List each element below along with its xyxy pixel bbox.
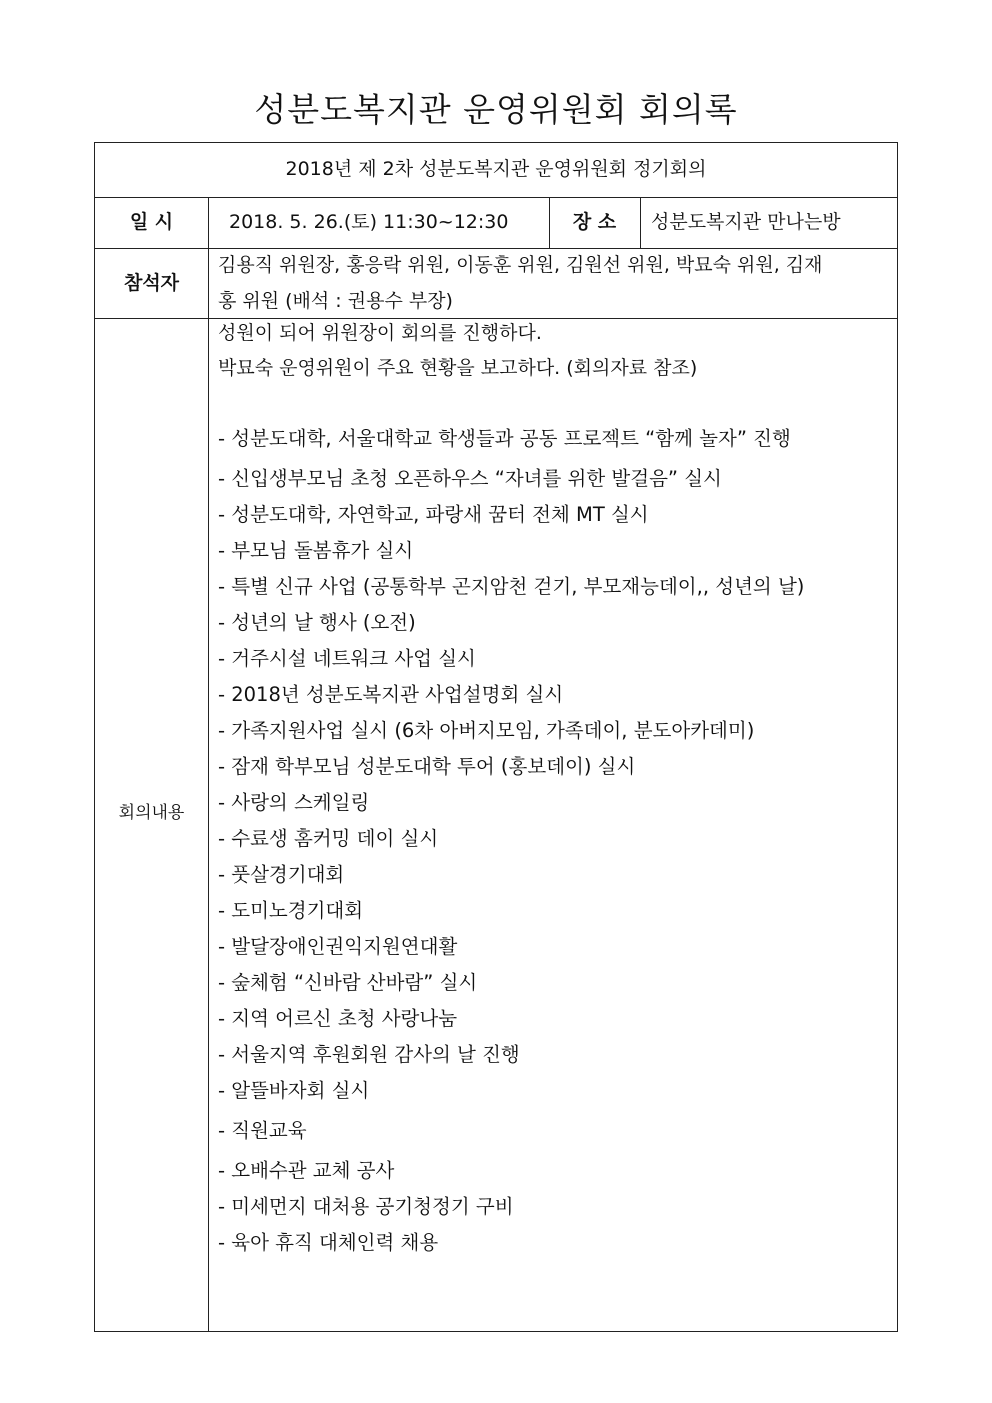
meeting-subtitle: 2018년 제 2차 성분도복지관 운영위원회 정기회의 bbox=[285, 158, 707, 180]
minutes-table bbox=[94, 142, 898, 1332]
place-value: 성분도복지관 만나는방 bbox=[651, 211, 841, 233]
place-label: 장 소 bbox=[572, 211, 617, 233]
attendees-label: 참석자 bbox=[123, 272, 180, 294]
agenda-item: - 사랑의 스케일링 bbox=[218, 791, 370, 814]
agenda-item: - 부모님 돌봄휴가 실시 bbox=[218, 539, 414, 562]
row-divider bbox=[95, 197, 897, 198]
attendees-line: 김용직 위원장, 홍응락 위원, 이동훈 위원, 김원선 위원, 박묘숙 위원, 김재 bbox=[218, 254, 823, 276]
label-column-divider bbox=[208, 197, 209, 1331]
agenda-item: - 알뜰바자회 실시 bbox=[218, 1079, 370, 1102]
agenda-item: - 성년의 날 행사 (오전) bbox=[218, 611, 416, 634]
intro-line: 성원이 되어 위원장이 회의를 진행하다. bbox=[218, 322, 542, 344]
agenda-item: - 직원교육 bbox=[218, 1119, 307, 1142]
document-title: 성분도복지관 운영위원회 회의록 bbox=[254, 90, 738, 129]
date-label: 일 시 bbox=[129, 211, 174, 233]
agenda-item: - 가족지원사업 실시 (6차 아버지모임, 가족데이, 분도아카데미) bbox=[218, 719, 755, 742]
agenda-item: - 수료생 홈커밍 데이 실시 bbox=[218, 827, 439, 850]
intro-line: 박묘숙 운영위원이 주요 현황을 보고하다. (회의자료 참조) bbox=[218, 357, 698, 379]
agenda-item: - 특별 신규 사업 (공통학부 곤지암천 걷기, 부모재능데이,, 성년의 날) bbox=[218, 575, 805, 598]
agenda-item: - 잠재 학부모님 성분도대학 투어 (홍보데이) 실시 bbox=[218, 755, 636, 778]
agenda-item: - 거주시설 네트워크 사업 실시 bbox=[218, 647, 476, 670]
agenda-item: - 육아 휴직 대체인력 채용 bbox=[218, 1231, 439, 1254]
row-divider bbox=[95, 318, 897, 319]
date-value: 2018. 5. 26.(토) 11:30~12:30 bbox=[229, 211, 509, 233]
agenda-item: - 도미노경기대회 bbox=[218, 899, 364, 922]
row-divider bbox=[95, 248, 897, 249]
agenda-item: - 숲체험 “신바람 산바람” 실시 bbox=[218, 971, 478, 994]
agenda-item: - 서울지역 후원회원 감사의 날 진행 bbox=[218, 1043, 520, 1066]
attendees-line: 홍 위원 (배석 : 권용수 부장) bbox=[218, 290, 453, 312]
agenda-item: - 성분도대학, 자연학교, 파랑새 꿈터 전체 MT 실시 bbox=[218, 503, 649, 526]
agenda-item: - 지역 어르신 초청 사랑나눔 bbox=[218, 1007, 458, 1030]
agenda-item: - 성분도대학, 서울대학교 학생들과 공동 프로젝트 “함께 놀자” 진행 bbox=[218, 427, 791, 450]
agenda-item: - 2018년 성분도복지관 사업설명회 실시 bbox=[218, 683, 564, 706]
agenda-item: - 풋살경기대회 bbox=[218, 863, 345, 886]
meeting-content-label: 회의내용 bbox=[118, 803, 185, 823]
column-divider bbox=[640, 197, 641, 248]
agenda-item: - 오배수관 교체 공사 bbox=[218, 1159, 395, 1182]
agenda-item: - 미세먼지 대처용 공기청정기 구비 bbox=[218, 1195, 514, 1218]
agenda-item: - 신입생부모님 초청 오픈하우스 “자녀를 위한 발걸음” 실시 bbox=[218, 467, 722, 490]
agenda-item: - 발달장애인권익지원연대활 bbox=[218, 935, 458, 958]
